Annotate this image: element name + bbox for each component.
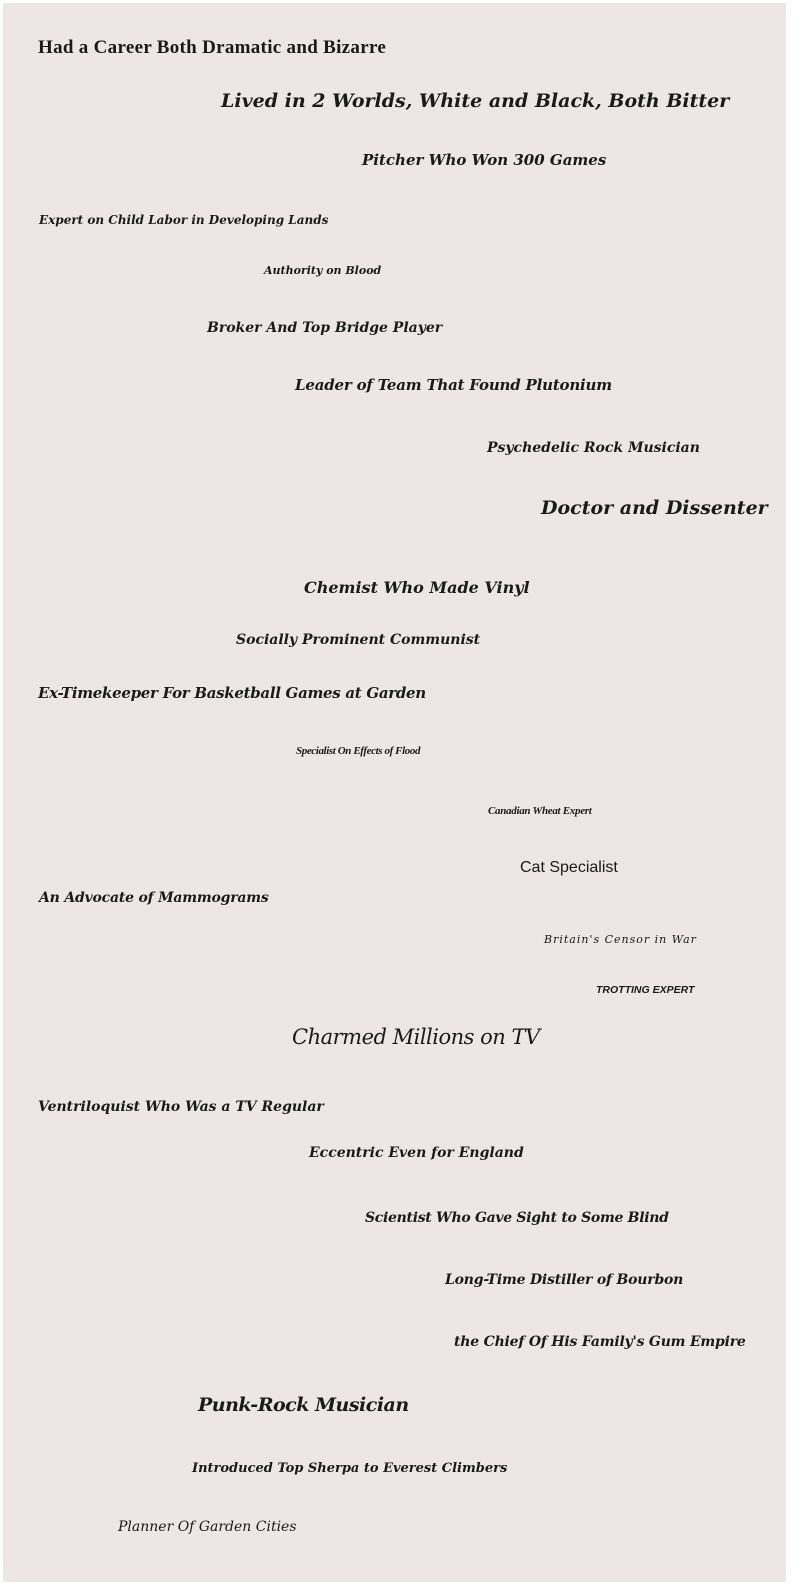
headline: Lived in 2 Worlds, White and Black, Both Bitter xyxy=(221,90,730,112)
headline: Chemist Who Made Vinyl xyxy=(304,578,530,597)
headline: Eccentric Even for England xyxy=(309,1145,524,1161)
headline: Charmed Millions on TV xyxy=(292,1025,540,1049)
headline: Pitcher Who Won 300 Games xyxy=(362,151,607,169)
headline: TROTTING EXPERT xyxy=(596,984,695,996)
headline: Leader of Team That Found Plutonium xyxy=(295,376,612,394)
headline: Psychedelic Rock Musician xyxy=(487,440,700,456)
headline: Broker And Top Bridge Player xyxy=(207,320,443,336)
headline: Had a Career Both Dramatic and Bizarre xyxy=(38,37,387,58)
headline: Ex-Timekeeper For Basketball Games at Garden xyxy=(38,684,426,702)
headline: An Advocate of Mammograms xyxy=(39,890,269,906)
headline: Authority on Blood xyxy=(264,264,382,277)
headline: Long-Time Distiller of Bourbon xyxy=(445,1272,684,1288)
headline: Cat Specialist xyxy=(520,859,618,876)
headline: Socially Prominent Communist xyxy=(236,632,481,648)
headline: Scientist Who Gave Sight to Some Blind xyxy=(365,1210,669,1226)
headline: Ventriloquist Who Was a TV Regular xyxy=(38,1099,324,1115)
headline: Doctor and Dissenter xyxy=(541,497,768,519)
headline: Specialist On Effects of Flood xyxy=(296,745,421,757)
headline: Introduced Top Sherpa to Everest Climbers xyxy=(192,1461,508,1476)
headline: Britain's Censor in War xyxy=(544,933,697,946)
headline: Punk-Rock Musician xyxy=(198,1394,409,1416)
headline: Planner Of Garden Cities xyxy=(118,1519,297,1535)
headline: Expert on Child Labor in Developing Lands xyxy=(39,213,329,227)
headline: Canadian Wheat Expert xyxy=(488,805,592,817)
headline: the Chief Of His Family's Gum Empire xyxy=(454,1334,746,1350)
